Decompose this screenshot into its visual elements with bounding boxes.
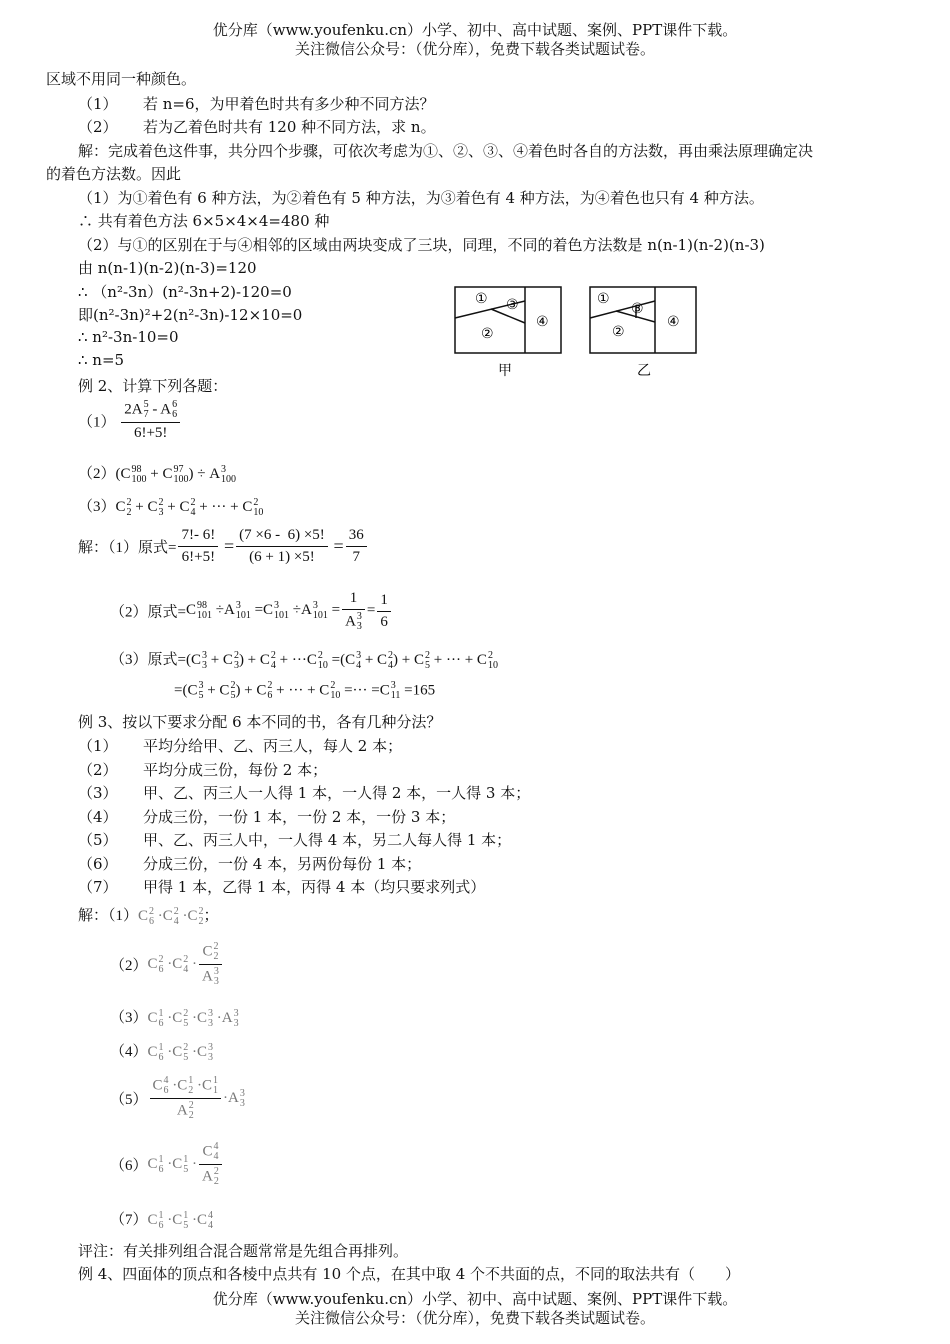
figure-label-jia: 甲 (498, 363, 512, 379)
ex2-problem-1: （1） 2A 5 7 - A 6 6 6!+5! (78, 400, 182, 442)
ex4-title: 例 4、四面体的顶点和各棱中点共有 10 个点，在其中取 4 个不共面的点，不同的取法共有（ ） (78, 1265, 741, 1283)
ex1-step4: 由 n(n-1)(n-2)(n-3)=120 (78, 259, 257, 277)
ex1-step7: ∴ n²-3n-10=0 (78, 328, 179, 346)
ex3-item-num: （1） (78, 737, 118, 755)
ex1-q2: 若为乙着色时共有 120 种不同方法，求 n。 (143, 118, 436, 136)
ex1-q2-num: （2） (78, 118, 118, 136)
ex3-item-num: （7） (78, 878, 118, 896)
ex3-answer-4: （4）C 1 6 ·C 2 5 ·C 3 3 (110, 1041, 214, 1063)
page-header-line2: 关注微信公众号：（优分库），免费下载各类试题试卷。 (294, 40, 655, 58)
yi-region-4: ④ (667, 314, 680, 330)
ex2-title: 例 2、计算下列各题： (78, 377, 228, 395)
yi-region-2: ② (612, 324, 625, 340)
figure-label-yi: 乙 (637, 363, 651, 379)
ex1-solution-line2: 的着色方法数。因此 (46, 165, 182, 183)
ex2-solution-3b: =(C 3 5 + C 2 5 ) + C 2 6 + ··· + C 2 10 =··· =C 3 11 =165 (174, 680, 436, 701)
ex3-answer-3: （3）C 1 6 ·C 2 5 ·C 3 3 ·A 3 3 (110, 1007, 239, 1029)
ex1-step1: （1）为①着色有 6 种方法，为②着色有 5 种方法，为③着色有 4 种方法，为④着色也只有 4 种方法。 (78, 189, 764, 207)
ex3-item-num: （4） (78, 807, 118, 826)
ex3-item-num: （3） (78, 784, 118, 802)
ex3-item-num: （2） (78, 760, 118, 779)
ex1-step8: ∴ n=5 (78, 351, 125, 369)
ex2-problem-2: （2）(C 98 100 + C 97 100 ) ÷ A 3 100 (78, 463, 237, 485)
ex3-answer-6: （6）C 1 6 ·C 1 5 · C 4 4 A 2 2 (110, 1142, 224, 1187)
jia-region-3: ③ (506, 297, 519, 313)
ex3-answer-5: （5） C 4 6 ·C 1 2 ·C 1 1 A 2 2 ·A 3 3 (110, 1075, 245, 1121)
ex3-item-text: 甲、乙、丙三人一人得 1 本，一人得 2 本，一人得 3 本； (143, 784, 531, 802)
ex1-solution-line1: 解：完成着色这件事，共分四个步骤，可依次考虑为①、②、③、④着色时各自的方法数，再由乘法原理确定决 (78, 142, 814, 160)
ex3-item-num: （6） (78, 854, 118, 873)
ex3-item-num: （5） (78, 831, 118, 849)
ex3-item-text: 平均分给甲、乙、丙三人，每人 2 本； (143, 737, 403, 755)
yi-region-3: ③ (631, 301, 644, 317)
ex3-answer-7: （7）C 1 6 ·C 1 5 ·C 4 4 (110, 1209, 214, 1231)
ex3-answer-1: 解：（1）C 2 6 ·C 2 4 ·C 2 2 ； (78, 905, 219, 927)
ex3-title: 例 3、按以下要求分配 6 本不同的书，各有几种分法？ (78, 713, 442, 731)
ex1-step3: （2）与①的区别在于与④相邻的区域由两块变成了三块，同理，不同的着色方法数是 n(n-1)(n-2)(n-3) (78, 236, 765, 254)
yi-region-1: ① (597, 291, 610, 307)
ex3-item-text: 分成三份，一份 4 本，另两份每份 1 本； (143, 854, 422, 873)
ex3-item-text: 分成三份，一份 1 本，一份 2 本，一份 3 本； (143, 807, 456, 826)
jia-region-1: ① (475, 291, 488, 307)
ex2-solution-2: （2）原式=C 98 101 ÷A 3 101 =C 3 101 ÷A 3 101 = 1 A 3 3 = $\frac{1}{6}$ (110, 590, 393, 632)
ex3-comment: 评注：有关排列组合混合题常常是先组合再排列。 (78, 1242, 409, 1260)
jia-region-4: ④ (536, 314, 549, 330)
ex1-q1-num: （1） (78, 95, 118, 113)
ex2-solution-1: 解：（1）原式= $\frac{7!- 6!}{6!+5!}$ = $\frac{(7 \times 6 - 6) \times 5!}{(6 + 1) \times 5!}$ = $\frac{36}{7}$ (78, 527, 369, 566)
coloring-figures (450, 282, 710, 382)
page-footer-line1: 优分库（www.youfenku.cn）小学、初中、高中试题、案例、PPT课件下载。 (212, 1290, 738, 1308)
ex1-step2: ∴ 共有着色方法 6×5×4×4=480 种 (78, 212, 330, 230)
page-footer-line2: 关注微信公众号：（优分库），免费下载各类试题试卷。 (294, 1309, 655, 1327)
jia-region-2: ② (481, 326, 494, 342)
ex3-item-text: 甲、乙、丙三人中，一人得 4 本，另二人每人得 1 本； (143, 831, 512, 849)
ex2-solution-3a: （3）原式=(C 3 3 + C 2 3 ) + C 2 4 + ···C 2 10 =(C 3 4 + C 2 4 ) + C 2 5 + ··· + C 2 10 (110, 649, 498, 671)
ex1-step6: 即(n²-3n)²+2(n²-3n)-12×10=0 (78, 306, 303, 324)
ex3-item-text: 平均分成三份，每份 2 本； (143, 760, 328, 779)
ex1-step5: ∴ （n²-3n）(n²-3n+2)-120=0 (78, 283, 292, 301)
ex3-answer-2: （2）C 2 6 ·C 2 4 · C 2 2 A 3 3 (110, 942, 224, 987)
ex2-problem-3: （3）C 2 2 + C 2 3 + C 2 4 + ··· + C 2 10 (78, 496, 264, 518)
ex1-q1: 若 n=6，为甲着色时共有多少种不同方法？ (143, 95, 435, 113)
page-header-line1: 优分库（www.youfenku.cn）小学、初中、高中试题、案例、PPT课件下载。 (212, 21, 738, 39)
ex1-intro: 区域不用同一种颜色。 (46, 70, 197, 88)
ex3-item-text: 甲得 1 本，乙得 1 本，丙得 4 本（均只要求列式） (143, 878, 486, 896)
